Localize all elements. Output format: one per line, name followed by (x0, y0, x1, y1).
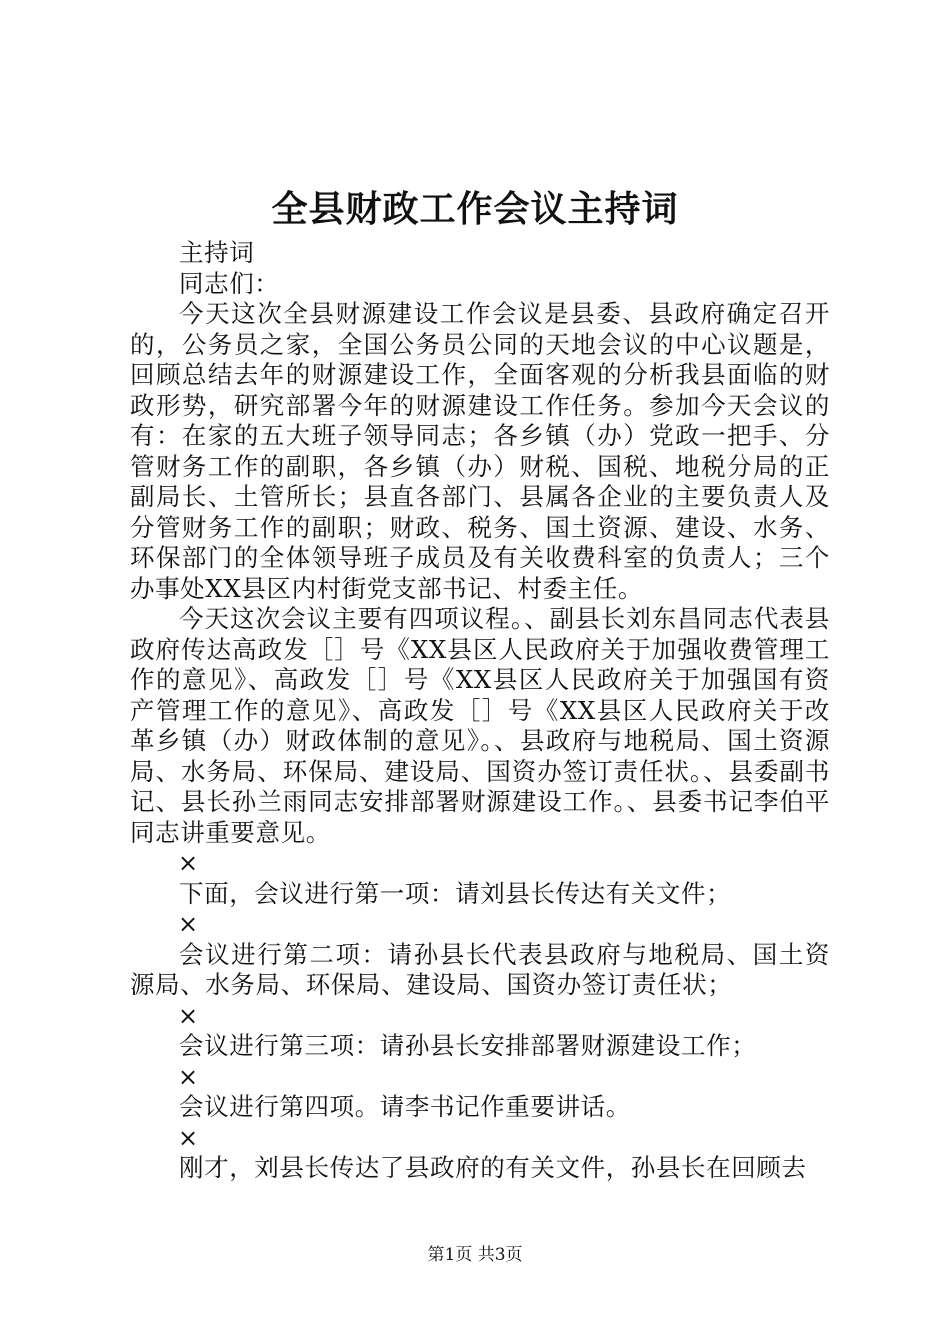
agenda-item-3: 会议进行第三项：请孙县长安排部署财源建设工作； (179, 1031, 757, 1060)
separator-mark: × (178, 1123, 199, 1152)
page-number-footer: 第1页 共3页 (427, 1245, 523, 1265)
salutation: 同志们： (179, 268, 280, 298)
paragraph-intro: 今天这次全县财源建设工作会议是县委、县政府确定召开的，公务员之家，全国公务员公同的天地会议的中心议题是，回顾总结去年的财源建设工作，全面客观的分析我县面临的财政形势，研究部署今年的财源建设工作任务。参加今天会议的有：在家的五大班子领导同志；各乡镇（办）党政一把手、分管财务工作的副职，各乡镇（办）财税、国税、地税分局的正副局长、土管所长；县直各部门、县属各企业的主要负责人及分管财务工作的副职；财政、税务、国土资源、建设、水务、环保部门的全体领导班子成员及有关收费科室的负责人；三个办事处XX县区内村街党支部书记、村委主任。 (130, 299, 830, 603)
separator-mark: × (178, 910, 199, 938)
agenda-item-4: 会议进行第四项。请李书记作重要讲话。 (179, 1092, 631, 1121)
document-title: 全县财政工作会议主持词 (271, 188, 679, 230)
document-body (130, 238, 830, 1184)
agenda-item-1: 下面，会议进行第一项：请刘县长传达有关文件； (179, 878, 732, 908)
paragraph-agenda: 今天这次会议主要有四项议程。、副县长刘东昌同志代表县政府传达高政发［］号《XX县区人民政府关于加强收费管理工作的意见》、高政发［］号《XX县区人民政府关于加强国有资产管理工作的意见》、高政发［］号《XX县区人民政府关于改革乡镇（办）财政体制的意见》。、县政府与地税局、国土资源局、水务局、环保局、建设局、国资办签订责任状。、县委副书记、县长孙兰雨同志安排部署财源建设工作。、县委书记李伯平同志讲重要意见。 (130, 604, 830, 847)
closing-paragraph: 刚才，刘县长传达了县政府的有关文件，孙县长在回顾去 (179, 1153, 807, 1182)
heading-label: 主持词 (179, 238, 255, 267)
separator-mark: × (178, 849, 199, 877)
agenda-item-2: 会议进行第二项：请孙县长代表县政府与地税局、国土资源局、水务局、环保局、建设局、国资办签订责任状； (130, 939, 830, 999)
separator-mark: × (178, 1062, 199, 1091)
separator-mark: × (178, 1001, 199, 1030)
